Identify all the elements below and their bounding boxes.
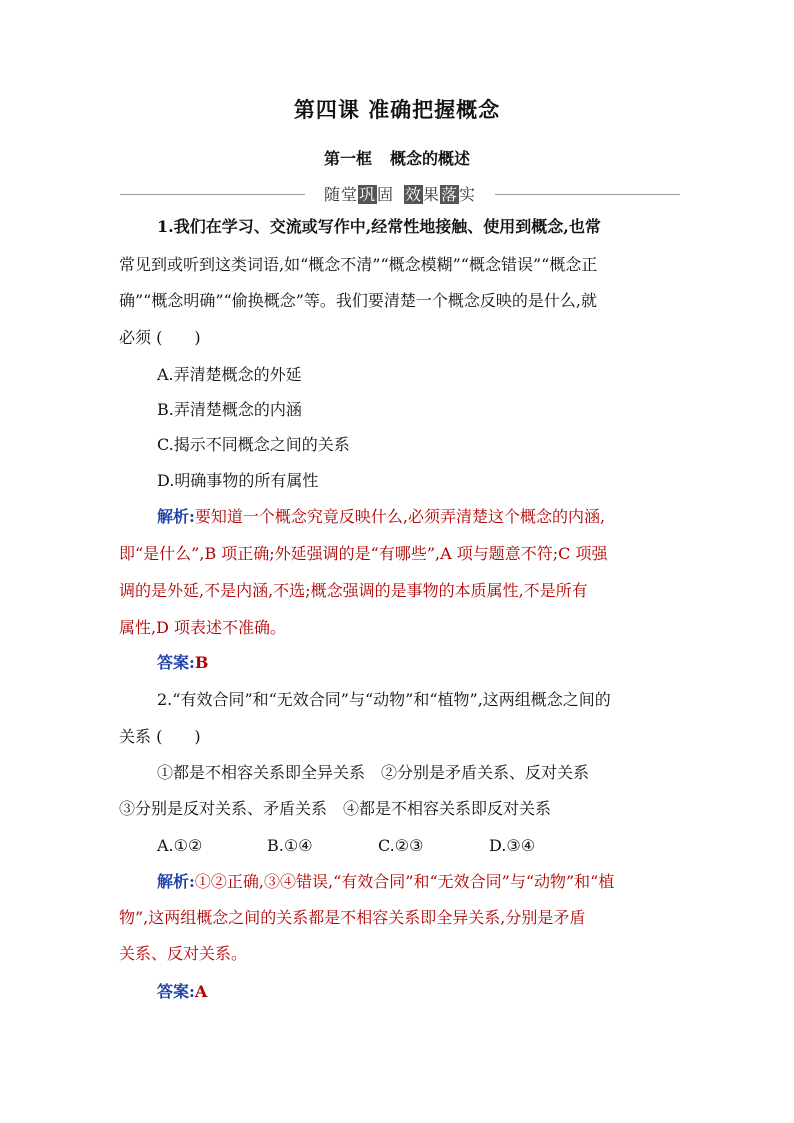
q2-statement: ①都是不相容关系即全异关系 ②分别是矛盾关系、反对关系 [157, 763, 590, 782]
analysis-label: 解析: [157, 872, 195, 891]
q2-analysis-line: 物”,这两组概念之间的关系都是不相容关系即全异关系,分别是矛盾 [119, 908, 586, 927]
subtitle-topic: 概念的概述 [390, 149, 471, 168]
answer-label: 答案: [157, 982, 195, 1001]
banner-char-highlight: 落 [441, 185, 459, 204]
analysis-text: 要知道一个概念究竟反映什么,必须弄清楚这个概念的内涵, [194, 507, 606, 526]
q1-option-b: B.弄清楚概念的内涵 [157, 400, 302, 419]
banner-rule-right [495, 194, 680, 195]
q2-stem-line: 关系 ( ) [119, 727, 201, 746]
q1-analysis-line: 属性,D 项表述不准确。 [119, 618, 287, 637]
q2-option-a: A.①② [157, 836, 203, 855]
q2-option-b: B.①④ [267, 836, 313, 855]
subtitle-frame: 第一框 [323, 149, 372, 168]
lesson-title: 第四课 准确把握概念 [293, 97, 501, 122]
banner-char: 实 [459, 185, 477, 204]
q1-analysis-line: 即“是什么”,B 项正确;外延强调的是“有哪些”,A 项与题意不符;C 项强 [119, 544, 608, 563]
q1-stem-line: 确”“概念明确”“偷换概念”等。我们要清楚一个概念反映的是什么,就 [119, 291, 597, 310]
q2-answer [157, 981, 717, 1003]
q1-option-c: C.揭示不同概念之间的关系 [157, 435, 350, 454]
banner-char-highlight: 效 [405, 185, 423, 204]
banner-char: 随 [323, 185, 341, 204]
q1-option-d: D.明确事物的所有属性 [157, 471, 319, 490]
section-banner [120, 182, 680, 206]
analysis-text: ①②正确,③④错误,“有效合同”和“无效合同”与“动物”和“植 [194, 872, 615, 891]
q1-answer [157, 652, 717, 674]
q2-statement: ③分别是反对关系、矛盾关系 ④都是不相容关系即反对关系 [119, 799, 552, 818]
answer-value: A [194, 982, 208, 1001]
banner-char-highlight: 巩 [358, 185, 376, 204]
section-subtitle [0, 146, 794, 169]
q1-analysis-line: 调的是外延,不是内涵,不选;概念强调的是事物的本质属性,不是所有 [119, 581, 588, 600]
banner-char: 果 [423, 185, 441, 204]
banner-rule-left [120, 194, 305, 195]
banner-char: 堂 [340, 185, 358, 204]
q2-option-d: D.③④ [489, 836, 536, 855]
q2-option-c: C.②③ [378, 836, 424, 855]
q2-stem-line: 2.“有效合同”和“无效合同”与“动物”和“植物”,这两组概念之间的 [157, 690, 611, 709]
q1-option-a: A.弄清楚概念的外延 [157, 365, 302, 384]
answer-label: 答案: [157, 653, 195, 672]
q1-analysis-line [157, 506, 717, 528]
q2-analysis-line [157, 871, 717, 893]
banner-char: 固 [376, 185, 394, 204]
q2-options [157, 835, 717, 857]
q2-analysis-line: 关系、反对关系。 [119, 944, 248, 963]
q1-stem-line: 1.我们在学习、交流或写作中,经常性地接触、使用到概念,也常 [157, 217, 601, 236]
q1-stem-line: 必须 ( ) [119, 328, 201, 347]
answer-value: B [194, 653, 209, 672]
q1-stem-line: 常见到或听到这类词语,如“概念不清”“概念模糊”“概念错误”“概念正 [119, 255, 598, 274]
banner-label [310, 182, 490, 206]
analysis-label: 解析: [157, 507, 195, 526]
